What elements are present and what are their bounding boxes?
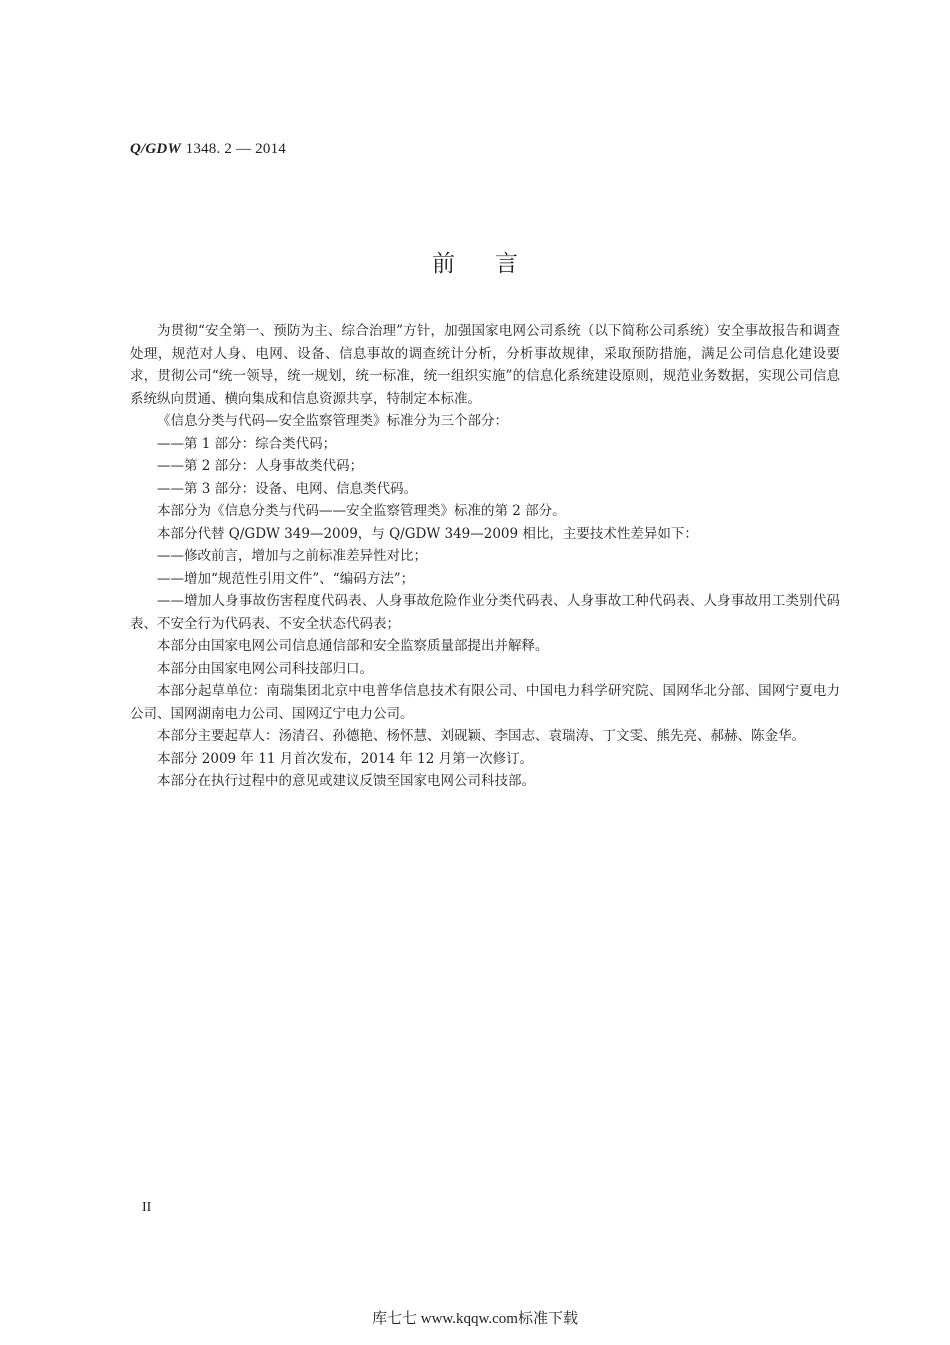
page-number: II <box>142 1200 152 1215</box>
standard-code-prefix: Q/GDW <box>130 141 182 157</box>
list-item-change-2: ——增加“规范性引用文件”、“编码方法”； <box>157 570 415 587</box>
list-item-change-1: ——修改前言，增加与之前标准差异性对比； <box>157 548 427 564</box>
paragraph-centralized-by: 本部分由国家电网公司科技部归口。 <box>157 660 373 677</box>
paragraph-feedback: 本部分在执行过程中的意见或建议反馈至国家电网公司科技部。 <box>157 773 535 789</box>
paragraph-drafters: 本部分主要起草人：汤清召、孙德艳、杨怀慧、刘砚颖、李国志、袁瑞涛、丁文雯、熊先亮、郝赫、陈金华。 <box>157 728 805 744</box>
paragraph-purpose: 为贯彻“安全第一、预防为主、综合治理”方针，加强国家电网公司系统（以下简称公司系统）安全事故报告和调查处理，规范对人身、电网、设备、信息事故的调查统计分析，分析事故规律，采取预防措施，满足公司信息化建设要求，贯彻公司“统一领导，统一规划，统一标准，统一组织实施”的信息化系统建设原则，规范业务数据，实现公司信息系统纵向贯通、横向集成和信息资源共享，特制定本标准。 <box>130 323 840 407</box>
list-item-part-1: ——第 1 部分：综合类代码； <box>157 435 337 452</box>
foreword-body <box>130 320 840 793</box>
paragraph-replaces: 本部分代替 Q/GDW 349—2009，与 Q/GDW 349—2009 相比，主要技术性差异如下： <box>157 525 698 542</box>
page-title: 前言 <box>432 251 558 277</box>
list-item-change-3: ——增加人身事故伤害程度代码表、人身事故危险作业分类代码表、人身事故工种代码表、人身事故用工类别代码表、不安全行为代码表、不安全状态代码表； <box>130 593 840 632</box>
paragraph-parts-intro: 《信息分类与代码—安全监察管理类》标准分为三个部分： <box>157 413 508 429</box>
standard-code <box>130 141 286 158</box>
list-item-part-2: ——第 2 部分：人身事故类代码； <box>157 458 364 474</box>
footer-watermark: 库七七 www.kqqw.com标准下载 <box>372 1311 578 1327</box>
paragraph-drafting-units: 本部分起草单位：南瑞集团北京中电普华信息技术有限公司、中国电力科学研究院、国网华北分部、国网宁夏电力公司、国网湖南电力公司、国网辽宁电力公司。 <box>130 683 840 722</box>
paragraph-this-part: 本部分为《信息分类与代码——安全监察管理类》标准的第 2 部分。 <box>157 503 566 519</box>
list-item-part-3: ——第 3 部分：设备、电网、信息类代码。 <box>157 480 418 497</box>
standard-code-number: 1348. 2 — 2014 <box>185 141 286 157</box>
paragraph-release-history: 本部分 2009 年 11 月首次发布，2014 年 12 月第一次修订。 <box>157 750 534 767</box>
paragraph-proposed-by: 本部分由国家电网公司信息通信部和安全监察质量部提出并解释。 <box>157 638 549 654</box>
